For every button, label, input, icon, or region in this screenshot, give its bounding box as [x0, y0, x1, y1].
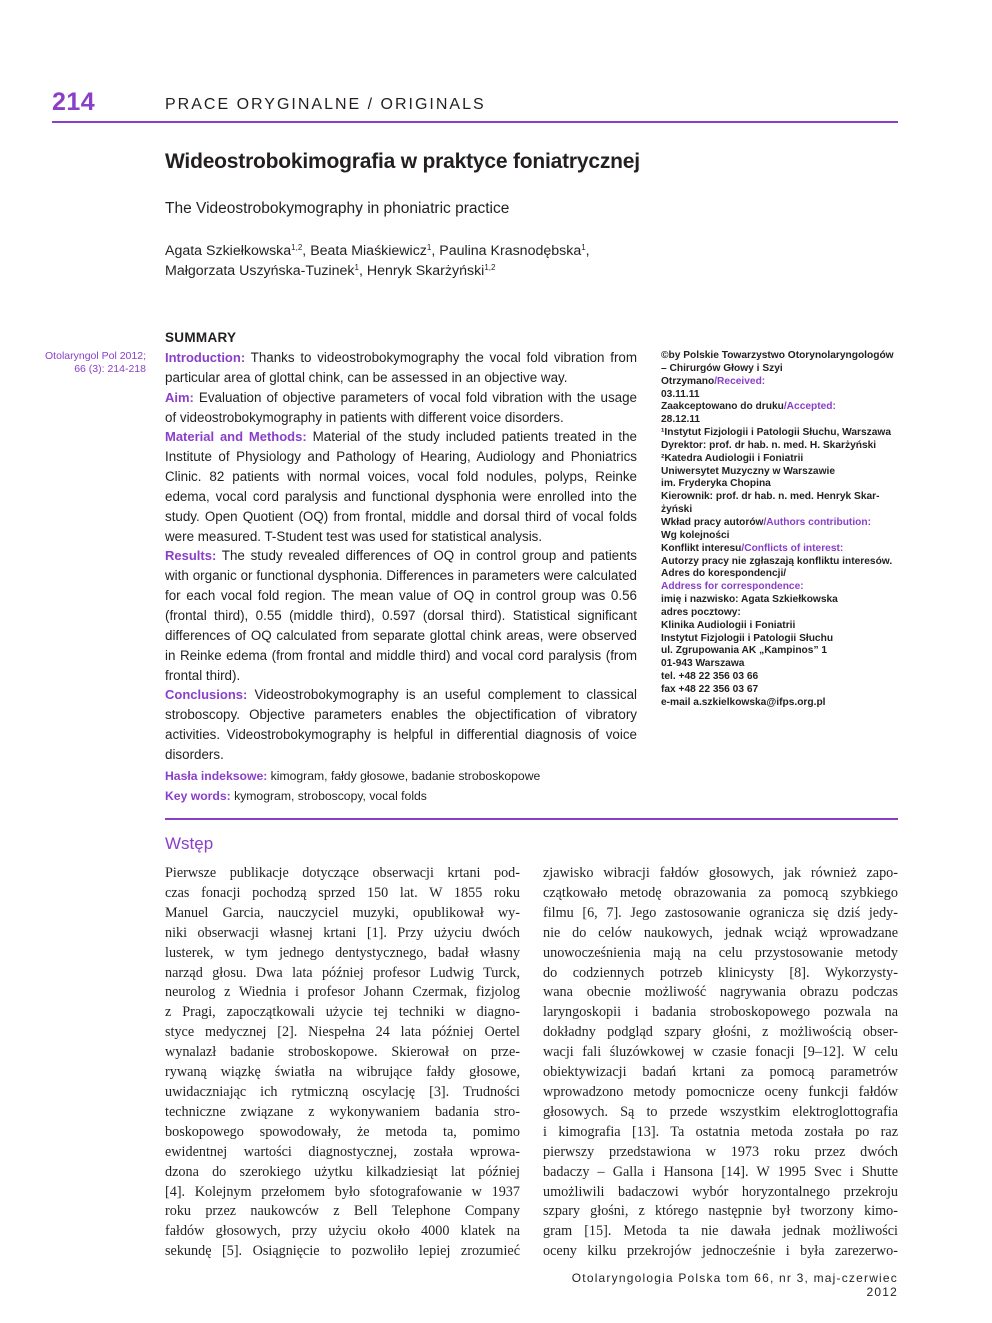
- sidebar-text-english: /Received:: [714, 375, 766, 387]
- sidebar-line: [661, 389, 901, 402]
- sidebar-text: fax +48 22 356 03 67: [661, 683, 759, 695]
- body-text-line: nie do celów naukowych, jednak wciąż wprowadzane: [543, 924, 898, 941]
- sidebar-line: [661, 517, 901, 530]
- body-text-line: obiektywizacji badań krtani za pomocą parametrów: [543, 1064, 898, 1081]
- body-text-line: i kimografia [13]. Ta ostatnia metoda została po raz: [543, 1123, 898, 1140]
- author-separator: ,: [358, 263, 367, 279]
- sidebar-text: im. Fryderyka Chopina: [661, 478, 771, 490]
- sidebar-text: Adres do korespondencji/: [661, 568, 787, 580]
- sidebar-text: ul. Zgrupowania AK „Kampinos” 1: [661, 645, 828, 657]
- sidebar-line: [661, 620, 901, 633]
- body-text-line: uwidaczniając ich rytmiczną oscylację [3]. Trudności: [165, 1083, 520, 1100]
- body-text-line: szpary głośni, z którego następnie był tworzony kimo-: [543, 1203, 898, 1220]
- summary-label: Aim:: [165, 389, 194, 405]
- summary-text: The study revealed differences of OQ in control group and patients with organic or functional dysphonia. Differences in parameters were calculated for each vocal fold region. The mean value of OQ in control group was 0.56 (frontal third), 0.55 (middle third), 0.597 (dorsal third). Statistical significant differences of OQ calculated from separate glottal chink areas, were observed in Reinke edema (from frontal and middle third) and vocal cord paralysis (from frontal third).: [165, 548, 637, 683]
- body-text-line: fałdów głosowych, przy użyciu około 4000 klatek na: [165, 1223, 520, 1240]
- author-affiliation: 1: [581, 243, 586, 252]
- body-text-line: pierwszy przedstawiona w 1973 roku przez dwóch: [543, 1143, 898, 1160]
- body-text-line: techniczne związane z wykonywaniem badania stro-: [165, 1103, 520, 1120]
- author-line-2: [165, 261, 590, 281]
- sidebar-text: ©by Polskie Towarzystwo Otorynolaryngologów: [661, 350, 894, 361]
- sidebar-line: [661, 414, 901, 427]
- sidebar-text: 01-943 Warszawa: [661, 658, 745, 670]
- author-line-1: [165, 241, 590, 261]
- summary-text: Material of the study included patients treated in the Institute of Physiology and Pathology of Hearing, Audiology and Phoniatrics Clinic. 82 patients with normal voices, vocal fold nodules, polyps, Reinke edema, vocal cord paralysis and functional dysphonia were enrolled into the study. Open Quotient (OQ) from frontal, middle and dorsal third of vocal folds were measured. T-Student test was used for statistical analysis.: [165, 429, 637, 544]
- summary-label: Conclusions:: [165, 687, 248, 703]
- sidebar-text: e-mail a.szkielkowska@ifps.org.pl: [661, 696, 826, 708]
- sidebar-text: imię i nazwisko: Agata Szkiełkowska: [661, 594, 838, 606]
- body-text-line: lusterek, w tym jednego dentystycznego, badał własny: [165, 944, 520, 961]
- author-list: [165, 241, 590, 281]
- sidebar-line: [661, 491, 901, 504]
- sidebar-line: [661, 530, 901, 543]
- author-name: Beata Miaśkiewicz: [310, 243, 427, 259]
- sidebar-line: [661, 684, 901, 697]
- body-text-line: filmu [6, 7]. Jego zastosowanie ogranicza się dziś jedy-: [543, 904, 898, 921]
- section-header: PRACE ORYGINALNE / ORIGINALS: [165, 96, 486, 113]
- body-text-line: wana obecnie możliwość nagrywania obrazu podczas: [543, 984, 898, 1001]
- body-text-line: boskopowego spowodowały, że metoda ta, pomimo: [165, 1123, 520, 1140]
- body-text-line: styce medycznej [2]. Niespełna 24 lata później Oertel: [165, 1024, 520, 1041]
- body-column-left: [165, 864, 520, 1262]
- body-text-line: do codziennych potrzeb klinicysty [8]. Wykorzysty-: [543, 964, 898, 981]
- citation: [20, 350, 146, 376]
- article-subtitle: The Videostrobokymography in phoniatric practice: [165, 200, 510, 217]
- author-name: Małgorzata Uszyńska-Tuzinek: [165, 263, 355, 279]
- sidebar-line: [661, 594, 901, 607]
- sidebar-line: [661, 556, 901, 569]
- page-number: 214: [52, 88, 96, 116]
- body-column-right: [543, 864, 898, 1262]
- sidebar-line: [661, 645, 901, 658]
- summary-text: Videostrobokymography is an useful complement to classical stroboscopy. Objective parameters enables the objectification of vibratory activities. Videostrobokymography is helpful in differential diagnosis of voice disorders.: [165, 687, 637, 762]
- body-text-line: niki obserwacji własnej krtani [1]. Przy użyciu dwóch: [165, 924, 520, 941]
- sidebar-text: Wg kolejności: [661, 529, 730, 541]
- summary-label: Material and Methods:: [165, 429, 307, 445]
- body-text-line: roku przez naukowców z Bell Telephone Company: [165, 1203, 520, 1220]
- author-affiliation: 1,2: [291, 243, 303, 252]
- summary-results: [165, 546, 637, 685]
- sidebar-text-english: /Accepted:: [783, 401, 836, 413]
- body-text-line: Manuel Garcia, nauczyciel muzyki, opublikował wy-: [165, 904, 520, 921]
- sidebar-line: [661, 697, 901, 710]
- section-title: Wstęp: [165, 834, 214, 853]
- sidebar-line: [661, 401, 901, 414]
- sidebar-line: [661, 453, 901, 466]
- body-text-line: czas fonacji pochodzą sprzed 150 lat. W 1855 roku: [165, 884, 520, 901]
- body-text-line: rywaną wiązkę światła na wibrujące fałdy głosowe,: [165, 1064, 520, 1081]
- body-text-line: unowocześnienia mają na celu przystosowanie metody: [543, 944, 898, 961]
- keywords-label: Hasła indeksowe:: [165, 769, 268, 783]
- sidebar-text: Otrzymano: [661, 375, 715, 387]
- sidebar-text: Konflikt interesu: [661, 542, 742, 554]
- sidebar-text: Autorzy pracy nie zgłaszają konfliktu interesów.: [661, 555, 893, 567]
- section-divider: [165, 818, 898, 820]
- body-text-line: umożliwili badaczowi wybór horyzontalnego przekroju: [543, 1183, 898, 1200]
- keywords-english: [165, 786, 427, 806]
- sidebar-line: [661, 427, 901, 440]
- sidebar-line: [661, 581, 901, 594]
- header-divider: [52, 121, 898, 123]
- author-affiliation: 1: [426, 243, 432, 252]
- body-text-line: głosowych. Są to przede wszystkim elektroglottografia: [543, 1103, 898, 1120]
- sidebar-text: Wkład pracy autorów: [661, 516, 764, 528]
- sidebar-line: [661, 440, 901, 453]
- sidebar-text-english: Address for correspondence:: [661, 581, 804, 593]
- body-text-line: ewidentnej wartości diagnostycznej, została wprowa-: [165, 1143, 520, 1160]
- body-text-line: gram [15]. Metoda ta nie dawała jednak możliwości: [543, 1223, 898, 1240]
- sidebar-text: Instytut Fizjologii i Patologii Słuchu: [661, 632, 834, 644]
- sidebar-text: 03.11.11: [661, 388, 700, 400]
- sidebar-line: [661, 504, 901, 517]
- author-name: Paulina Krasnodębska: [439, 243, 582, 259]
- sidebar-text: Klinika Audiologii i Foniatrii: [661, 619, 796, 631]
- article-title: Wideostrobokimografia w praktyce foniatrycznej: [165, 150, 640, 173]
- author-affiliation: 1: [354, 263, 359, 272]
- body-text-line: oceny kilku przekrojów jednocześnie i była zarezerwo-: [543, 1243, 898, 1260]
- sidebar-line: [661, 671, 901, 684]
- author-separator: ,: [431, 243, 440, 259]
- sidebar-text: ²Katedra Audiologii i Foniatrii: [661, 452, 804, 464]
- citation-line: 66 (3): 214-218: [74, 363, 146, 375]
- sidebar-text: 28.12.11: [661, 414, 701, 426]
- body-text-line: narząd głosu. Dwa lata później profesor Ludwig Turck,: [165, 964, 520, 981]
- body-text-line: laryngoskopii i badania stroboskopowego pozwala na: [543, 1004, 898, 1021]
- author-name: Agata Szkiełkowska: [165, 243, 292, 259]
- journal-footer: Otolaryngologia Polska tom 66, nr 3, maj-czerwiec 2012: [571, 1271, 898, 1299]
- sidebar-line: [661, 543, 901, 556]
- sidebar-line: [661, 478, 901, 491]
- body-text-line: dokładny podgląd szpary głośni, z możliwością obser-: [543, 1024, 898, 1041]
- sidebar-line: [661, 376, 901, 389]
- author-affiliation: 1,2: [484, 263, 496, 272]
- summary-introduction: [165, 348, 637, 388]
- summary-body: [165, 348, 637, 765]
- sidebar-line: [661, 350, 901, 363]
- sidebar-text: – Chirurgów Głowy i Szyi: [661, 362, 783, 374]
- summary-text: Evaluation of objective parameters of vocal fold vibration with the usage of videostrobokymography in patients with different voice disorders.: [165, 389, 637, 425]
- body-text-line: dzona do szerokiego użytku kilkadziesiąt lat później: [165, 1163, 520, 1180]
- sidebar-text: Zaakceptowano do druku: [661, 401, 784, 413]
- sidebar-line: [661, 466, 901, 479]
- article-info-sidebar: [661, 350, 901, 710]
- body-text-line: neurolog z Wiednia i profesor Johann Czermak, fizjolog: [165, 984, 520, 1001]
- sidebar-line: [661, 568, 901, 581]
- summary-methods: [165, 427, 637, 546]
- summary-text: Thanks to videostrobokymography the vocal fold vibration from particular area of glottal chink, can be assessed in an objective way.: [165, 350, 637, 385]
- sidebar-text: tel. +48 22 356 03 66: [661, 671, 759, 683]
- keywords-text: kymogram, stroboscopy, vocal folds: [230, 789, 427, 803]
- body-text-line: wacji fali śluzówkowej w czasie fonacji [9–12]. W celu: [543, 1044, 898, 1061]
- keywords-polish: [165, 766, 540, 786]
- sidebar-text: Dyrektor: prof. dr hab. n. med. H. Skarżyński: [661, 439, 877, 451]
- citation-line: Otolaryngol Pol 2012;: [45, 350, 146, 362]
- sidebar-line: [661, 658, 901, 671]
- sidebar-line: [661, 633, 901, 646]
- sidebar-text-english: /Conflicts of interest:: [741, 542, 844, 554]
- summary-label: Results:: [165, 548, 217, 564]
- body-text-line: z Pragi, zapoczątkowali użycie tej techniki w diagno-: [165, 1004, 520, 1021]
- summary-label: Introduction:: [165, 350, 246, 365]
- author-separator: ,: [585, 243, 590, 259]
- sidebar-text: adres pocztowy:: [661, 606, 741, 618]
- keywords-text: kimogram, fałdy głosowe, badanie stroboskopowe: [267, 769, 541, 783]
- body-text-line: czątkowało metodę obrazowania za pomocą szybkiego: [543, 884, 898, 901]
- body-text-line: wynalazł badanie stroboskopowe. Skierował on prze-: [165, 1044, 520, 1061]
- summary-conclusions: [165, 685, 637, 764]
- sidebar-text: żyński: [661, 504, 693, 516]
- sidebar-text: ¹Instytut Fizjologii i Patologii Słuchu, Warszawa: [661, 427, 891, 439]
- author-separator: ,: [302, 243, 311, 259]
- body-text-line: sekundę [5]. Osiągnięcie to pozwoliło lepiej zrozumieć: [165, 1243, 520, 1260]
- body-text-line: Pierwsze publikacje dotyczące obserwacji krtani pod-: [165, 865, 520, 881]
- sidebar-text: Uniwersytet Muzyczny w Warszawie: [661, 465, 835, 477]
- author-name: Henryk Skarżyński: [366, 263, 485, 279]
- body-text-line: wprowadzono metody pomocnicze oceny funkcji fałdów: [543, 1083, 898, 1100]
- body-text-line: badaczy – Galla i Hansona [14]. W 1995 Svec i Shutte: [543, 1163, 898, 1180]
- summary-aim: [165, 388, 637, 428]
- summary-heading: SUMMARY: [165, 330, 237, 345]
- sidebar-line: [661, 607, 901, 620]
- body-text-line: zjawisko wibracji fałdów głosowych, jak również zapo-: [543, 865, 898, 881]
- sidebar-text-english: /Authors contribution:: [763, 516, 871, 528]
- sidebar-text: Kierownik: prof. dr hab. n. med. Henryk Skar-: [661, 491, 880, 503]
- body-text-line: [4]. Kolejnym przełomem było sfotografowanie w 1937: [165, 1183, 520, 1200]
- keywords-label: Key words:: [165, 789, 231, 803]
- sidebar-line: [661, 363, 901, 376]
